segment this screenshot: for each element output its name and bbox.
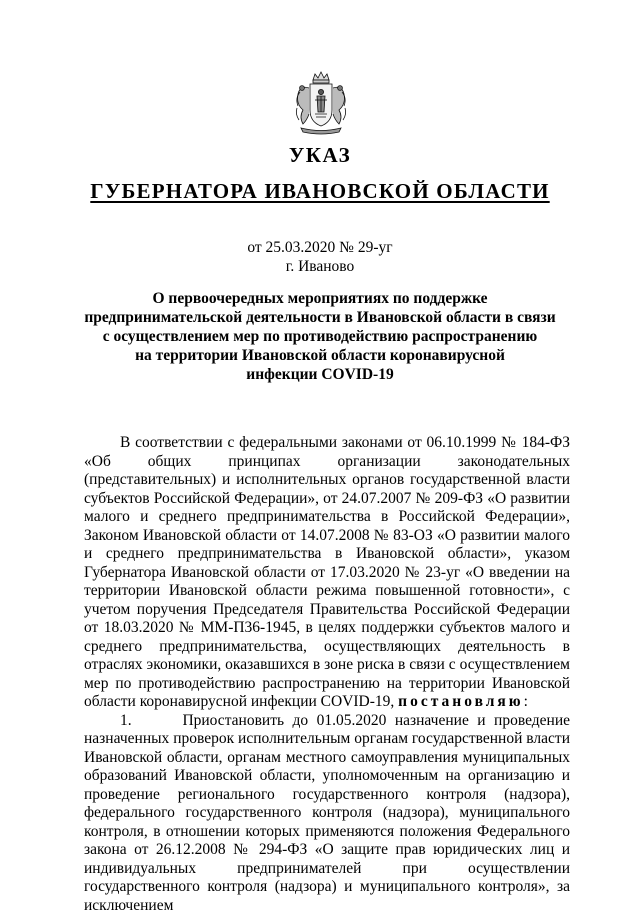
resolve-word: постановляю xyxy=(398,693,524,710)
preamble-paragraph xyxy=(84,434,570,712)
title-line: инфекции COVID-19 xyxy=(0,365,640,384)
preamble-text: В соответствии с федеральными законами от 06.10.1999 № 184-ФЗ «Об общих принципах организации законодательных (представительных) и исполнительных органов государственной власти субъектов Российской Федерации», от 24.07.2007 № 209-ФЗ «О развитии малого и среднего предпринимательства в Российской Федерации», Законом Ивановской области от 14.07.2008 № 83-ОЗ «О развитии малого и среднего предпринимательства в Ивановской области», указом Губернатора Ивановской области от 17.03.2020 № 23-уг «О введении на территории Ивановской области режима повышенной готовности», с учетом поручения Председателя Правительства Российской Федерации от 18.03.2020 № ММ-П36-1945, в целях поддержки субъектов малого и среднего предпринимательства, осуществляющих деятельность в отраслях экономики, оказавшихся в зоне риска в связи с осуществлением мер по противодействию распространению на территории Ивановской области коронавирусной инфекции COVID-19, xyxy=(84,434,570,710)
document-title xyxy=(0,289,640,384)
document-body xyxy=(84,434,570,915)
title-line: О первоочередных мероприятиях по поддержке xyxy=(0,289,640,308)
document-type: УКАЗ xyxy=(0,143,640,168)
title-line: на территории Ивановской области коронавирусной xyxy=(0,346,640,365)
date-block xyxy=(0,238,640,276)
resolve-colon: : xyxy=(524,693,528,710)
coat-of-arms-icon xyxy=(291,70,351,136)
title-line: с осуществлением мер по противодействию распространению xyxy=(0,327,640,346)
issuer-text: ГУБЕРНАТОРА ИВАНОВСКОЙ ОБЛАСТИ xyxy=(90,179,549,203)
title-line: предпринимательской деятельности в Ивановской области в связи xyxy=(0,308,640,327)
issuer-heading xyxy=(0,179,640,204)
date-number: от 25.03.2020 № 29-уг xyxy=(0,238,640,257)
item-1-paragraph: 1. Приостановить до 01.05.2020 назначение и проведение назначенных проверок исполнительным органам государственной власти Ивановской области, органам местного самоуправления муниципальных образований Ивановской области, уполномоченным на организацию и проведение регионального государственного контроля (надзора), федерального государственного контроля (надзора), муниципального контроля, в отношении которых применяются положения Федерального закона от 26.12.2008 № 294-ФЗ «О защите прав юридических лиц и индивидуальных предпринимателей при осуществлении государственного контроля (надзора) и муниципального контроля», за исключением xyxy=(84,712,570,915)
city: г. Иваново xyxy=(0,257,640,276)
